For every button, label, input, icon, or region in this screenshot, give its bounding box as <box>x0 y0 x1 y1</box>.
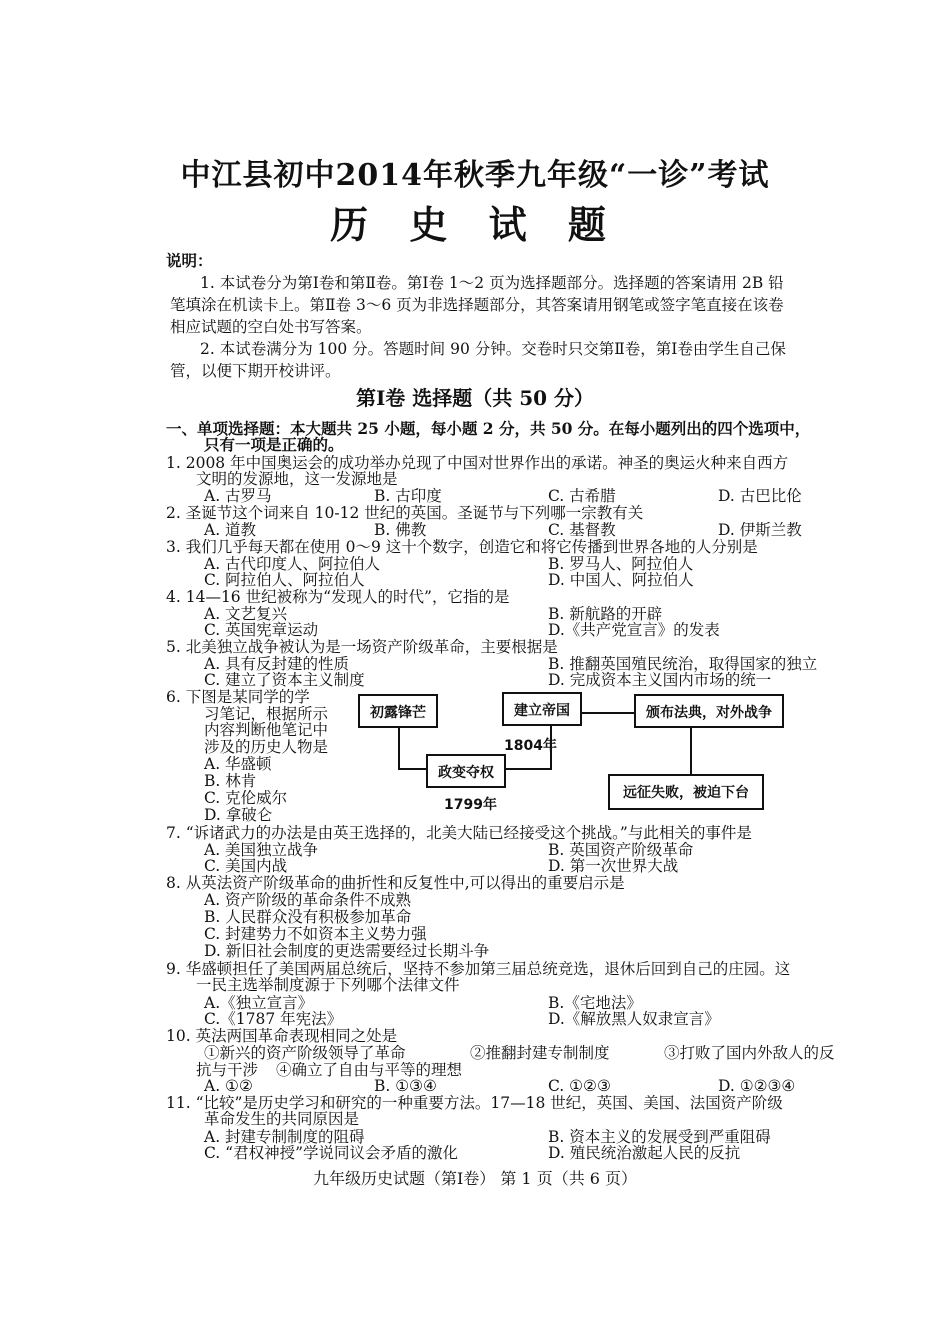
q3-option-b: B. 罗马人、阿拉伯人 <box>548 555 694 573</box>
year-label-1804: 1804年 <box>504 738 557 754</box>
instructions-line: 笔填涂在机读卡上。第Ⅱ卷 3～6 页为非选择题部分，其答案请用钢笔或签字笔直接在该卷 <box>170 296 784 314</box>
q3-option-d: D. 中国人、阿拉伯人 <box>548 571 694 589</box>
connector-line <box>398 768 428 770</box>
page-footer: 九年级历史试题（第Ⅰ卷） 第 1 页（共 6 页） <box>312 1169 638 1188</box>
q10-stem: 10. 英法两国革命表现相同之处是 <box>166 1027 398 1045</box>
part-heading: 一、单项选择题：本大题共 25 小题，每小题 2 分，共 50 分。在每小题列出的四个选项中， <box>166 419 811 438</box>
q5-option-c: C. 建立了资本主义制度 <box>204 671 365 689</box>
q10-statement-3-cont: 抗与干涉 <box>196 1061 259 1079</box>
instructions-line: 相应试题的空白处书写答案。 <box>170 318 372 336</box>
q8-option-a: A. 资产阶级的革命条件不成熟 <box>204 891 412 909</box>
q8-option-c: C. 封建势力不如资本主义势力强 <box>204 925 427 943</box>
part-heading: 只有一项是正确的。 <box>204 435 344 454</box>
q11-stem: 11. “比较”是历史学习和研究的一种重要方法。17—18 世纪，英国、美国、法国资产阶级 <box>166 1094 783 1112</box>
q7-option-c: C. 美国内战 <box>204 857 288 875</box>
timeline-box-empire: 建立帝国 <box>502 692 582 726</box>
q6-option-d: D. 拿破仑 <box>204 806 273 824</box>
q1-option-d: D. 古巴比伦 <box>718 487 802 505</box>
q9-option-a: A.《独立宣言》 <box>204 994 314 1012</box>
q6-option-a: A. 华盛顿 <box>204 755 272 773</box>
q4-stem: 4. 14—16 世纪被称为“发现人的时代”，它指的是 <box>166 588 510 606</box>
q10-statement-3: ③打败了国内外敌人的反 <box>664 1044 835 1062</box>
section-title: 第Ⅰ卷 选择题（共 50 分） <box>355 386 595 410</box>
q6-option-c: C. 克伦威尔 <box>204 789 288 807</box>
q8-option-b: B. 人民群众没有积极参加革命 <box>204 908 412 926</box>
q5-stem: 5. 北美独立战争被认为是一场资产阶级革命，主要根据是 <box>166 638 558 656</box>
q9-stem: 一民主选举制度源于下列哪个法律文件 <box>196 976 460 994</box>
q7-option-d: D. 第一次世界大战 <box>548 857 679 875</box>
q3-option-a: A. 古代印度人、阿拉伯人 <box>204 555 381 573</box>
q6-stem: 6. 下图是某同学的学 <box>166 688 310 706</box>
q2-stem: 2. 圣诞节这个词来自 10-12 世纪的英国。圣诞节与下列哪一宗教有关 <box>166 504 644 522</box>
q10-option-a: A. ①② <box>204 1077 253 1095</box>
q1-stem: 文明的发源地，这一发源地是 <box>196 470 398 488</box>
q4-option-a: A. 文艺复兴 <box>204 605 288 623</box>
q8-stem: 8. 从英法资产阶级革命的曲折性和反复性中,可以得出的重要启示是 <box>166 874 625 892</box>
instructions-line: 1. 本试卷分为第Ⅰ卷和第Ⅱ卷。第Ⅰ卷 1～2 页为选择题部分。选择题的答案请用 2B 铅 <box>200 274 784 292</box>
q8-option-d: D. 新旧社会制度的更迭需要经过长期斗争 <box>204 942 490 960</box>
q2-option-a: A. 道教 <box>204 521 257 539</box>
timeline-box-defeat: 远征失败，被迫下台 <box>608 774 764 810</box>
q9-option-b: B.《宅地法》 <box>548 994 642 1012</box>
q11-option-d: D. 殖民统治激起人民的反抗 <box>548 1144 741 1162</box>
q5-option-a: A. 具有反封建的性质 <box>204 655 350 673</box>
q6-stem: 涉及的历史人物是 <box>204 738 329 756</box>
q1-option-a: A. 古罗马 <box>204 487 272 505</box>
timeline-box-code-war: 颁布法典，对外战争 <box>634 694 784 728</box>
timeline-box-debut: 初露锋芒 <box>358 694 438 728</box>
timeline-box-coup: 政变夺权 <box>426 754 506 788</box>
q4-option-c: C. 英国宪章运动 <box>204 621 319 639</box>
connector-line <box>506 768 552 770</box>
q10-option-c: C. ①②③ <box>548 1077 611 1095</box>
q9-option-d: D.《解放黑人奴隶宣言》 <box>548 1010 720 1028</box>
q4-option-d: D.《共产党宣言》的发表 <box>548 621 720 639</box>
q5-option-b: B. 推翻英国殖民统治，取得国家的独立 <box>548 655 818 673</box>
q1-option-b: B. 古印度 <box>374 487 442 505</box>
q7-option-a: A. 美国独立战争 <box>204 841 319 859</box>
connector-line <box>580 712 636 714</box>
q6-stem: 习笔记，根据所示 <box>204 705 329 723</box>
q2-option-c: C. 基督教 <box>548 521 616 539</box>
q2-option-d: D. 伊斯兰教 <box>718 521 802 539</box>
q10-option-d: D. ①②③④ <box>718 1077 796 1095</box>
q10-statement-1: ①新兴的资产阶级领导了革命 <box>204 1044 406 1062</box>
year-label-1799: 1799年 <box>444 797 497 813</box>
q9-stem: 9. 华盛顿担任了美国两届总统后，坚持不参加第三届总统竞选，退休后回到自己的庄园。这 <box>166 960 791 978</box>
q7-stem: 7. “诉诸武力的办法是由英王选择的，北美大陆已经接受这个挑战。”与此相关的事件是 <box>166 824 752 842</box>
q11-option-c: C. “君权神授”学说同议会矛盾的激化 <box>204 1144 459 1162</box>
q6-stem: 内容判断他笔记中 <box>204 721 329 739</box>
q1-option-c: C. 古希腊 <box>548 487 616 505</box>
q5-option-d: D. 完成资本主义国内市场的统一 <box>548 671 772 689</box>
q2-option-b: B. 佛教 <box>374 521 427 539</box>
instructions-line: 2. 本试卷满分为 100 分。答题时间 90 分钟。交卷时只交第Ⅱ卷，第Ⅰ卷由学生自己保 <box>200 340 786 358</box>
instructions-line: 管，以便下期开校讲评。 <box>170 362 341 380</box>
q10-option-b: B. ①③④ <box>374 1077 437 1095</box>
connector-line <box>690 728 692 780</box>
q11-option-b: B. 资本主义的发展受到严重阻碍 <box>548 1128 771 1146</box>
q11-option-a: A. 封建专制制度的阻碍 <box>204 1128 365 1146</box>
q9-option-c: C.《1787 年宪法》 <box>204 1010 343 1028</box>
subject-title: 历 史 试 题 <box>330 202 620 247</box>
q10-statement-4: ④确立了自由与平等的理想 <box>276 1061 463 1079</box>
q4-option-b: B. 新航路的开辟 <box>548 605 663 623</box>
q10-statement-2: ②推翻封建专制制度 <box>470 1044 610 1062</box>
q11-stem: 革命发生的共同原因是 <box>204 1110 360 1128</box>
q3-stem: 3. 我们几乎每天都在使用 0～9 这十个数字，创造它和将它传播到世界各地的人分别是 <box>166 538 758 556</box>
q1-stem: 1. 2008 年中国奥运会的成功举办兑现了中国对世界作出的承诺。神圣的奥运火种来自西方 <box>166 454 789 472</box>
q6-option-b: B. 林肯 <box>204 772 257 790</box>
q7-option-b: B. 英国资产阶级革命 <box>548 841 694 859</box>
exam-title: 中江县初中2014年秋季九年级“一诊”考试 <box>180 158 770 193</box>
instructions-label: 说明： <box>166 251 213 270</box>
q3-option-c: C. 阿拉伯人、阿拉伯人 <box>204 571 365 589</box>
